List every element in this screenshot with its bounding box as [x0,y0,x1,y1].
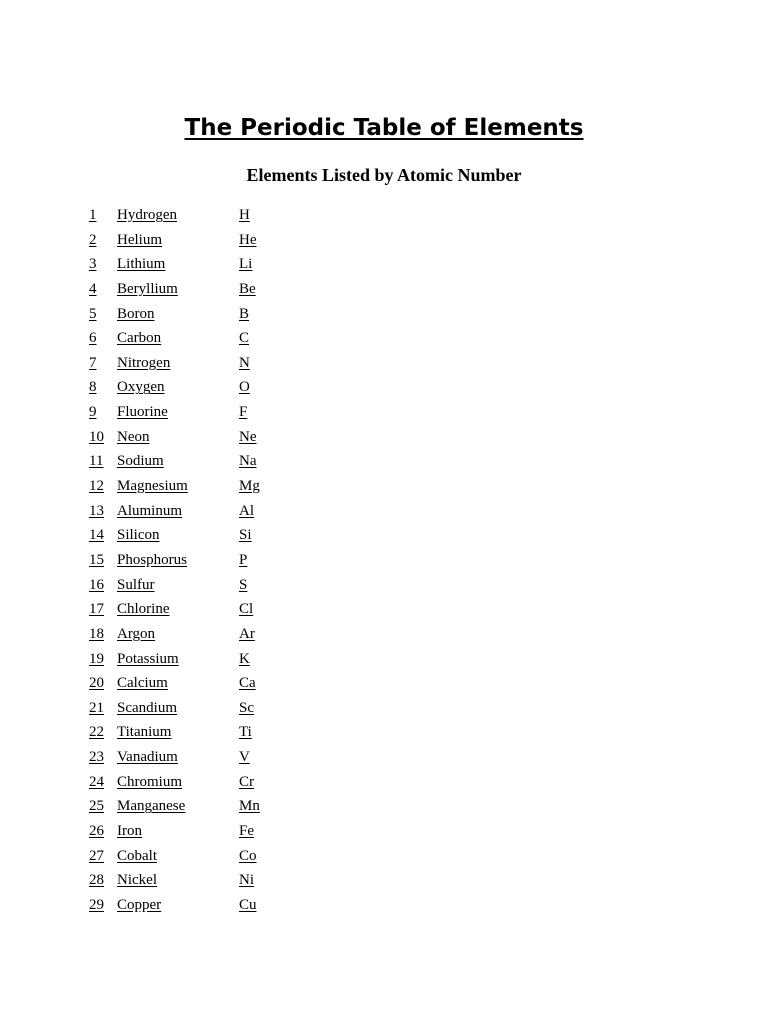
element-row [89,573,289,598]
element-name-link[interactable]: Sodium [117,453,164,470]
element-name-link[interactable]: Nitrogen [117,354,171,371]
element-row [89,868,289,893]
atomic-number-link[interactable]: 20 [89,675,104,692]
element-row [89,523,289,548]
element-symbol-link[interactable]: Mn [239,798,260,815]
element-symbol-link[interactable]: Ar [239,625,255,642]
element-name-link[interactable]: Neon [117,428,150,445]
atomic-number-link[interactable]: 23 [89,749,104,766]
element-symbol-link[interactable]: Si [239,527,252,544]
element-name-link[interactable]: Oxygen [117,379,165,396]
atomic-number-link[interactable]: 8 [89,379,97,396]
element-symbol-link[interactable]: Cl [239,601,254,618]
element-symbol-link[interactable]: Ni [239,872,254,889]
atomic-number-link[interactable]: 11 [89,453,104,470]
element-symbol-link[interactable]: Ne [239,428,257,445]
element-symbol-link[interactable]: P [239,551,248,568]
element-row [89,548,289,573]
element-symbol-link[interactable]: B [239,305,250,322]
element-symbol-link[interactable]: Mg [239,478,260,495]
element-name-link[interactable]: Helium [117,231,162,248]
element-row [89,400,289,425]
element-name-link[interactable]: Chromium [117,773,183,790]
element-name-link[interactable]: Silicon [117,527,160,544]
element-row [89,425,289,450]
atomic-number-link[interactable]: 29 [89,896,104,913]
page-title-text: The Periodic Table of Elements [184,115,584,141]
atomic-number-link[interactable]: 5 [89,305,97,322]
element-symbol-link[interactable]: K [239,650,250,667]
element-row [89,622,289,647]
element-name-link[interactable]: Lithium [117,256,166,273]
atomic-number-link[interactable]: 10 [89,428,104,445]
element-name-link[interactable]: Argon [117,625,156,642]
element-name-link[interactable]: Titanium [117,724,172,741]
atomic-number-link[interactable]: 14 [89,527,104,544]
atomic-number-link[interactable]: 6 [89,330,97,347]
element-name-link[interactable]: Scandium [117,699,177,716]
element-row [89,474,289,499]
atomic-number-link[interactable]: 9 [89,404,97,421]
atomic-number-link[interactable]: 16 [89,576,104,593]
element-name-link[interactable]: Nickel [117,872,157,889]
element-row [89,326,289,351]
element-row [89,499,289,524]
element-row [89,351,289,376]
element-symbol-link[interactable]: Cu [239,896,257,913]
atomic-number-link[interactable]: 27 [89,847,104,864]
atomic-number-link[interactable]: 2 [89,231,97,248]
element-name-link[interactable]: Hydrogen [117,207,177,223]
atomic-number-link[interactable]: 15 [89,551,104,568]
element-row [89,228,289,253]
element-row [89,203,289,228]
element-symbol-link[interactable]: Na [239,453,257,470]
element-name-link[interactable]: Fluorine [117,404,168,421]
element-row [89,770,289,795]
page-subtitle: Elements Listed by Atomic Number [246,165,522,185]
element-name-link[interactable]: Copper [117,896,162,913]
atomic-number-link[interactable]: 3 [89,256,97,273]
element-row [89,720,289,745]
element-name-link[interactable]: Potassium [117,650,179,667]
atomic-number-link[interactable]: 28 [89,872,104,889]
element-row [89,277,289,302]
atomic-number-link[interactable]: 18 [89,625,104,642]
element-row [89,819,289,844]
element-symbol-link[interactable]: F [239,404,248,421]
element-row [89,745,289,770]
atomic-number-link[interactable]: 22 [89,724,104,741]
element-symbol-link[interactable]: Ti [239,724,252,741]
element-symbol-link[interactable]: S [239,576,248,593]
element-name-link[interactable]: Vanadium [117,749,178,766]
atomic-number-link[interactable]: 13 [89,502,104,519]
element-row [89,893,289,918]
element-row [89,302,289,327]
element-row [89,696,289,721]
element-symbol-link[interactable]: Be [239,280,256,297]
element-name-link[interactable]: Aluminum [117,502,183,519]
element-row [89,597,289,622]
element-symbol-link[interactable]: Sc [239,699,254,716]
atomic-number-link[interactable]: 24 [89,773,104,790]
element-name-link[interactable]: Cobalt [117,847,157,864]
element-name-link[interactable]: Calcium [117,675,168,692]
element-list [89,203,289,918]
element-symbol-link[interactable]: H [239,207,250,223]
atomic-number-link[interactable]: 26 [89,823,104,840]
atomic-number-link[interactable]: 1 [89,207,97,223]
element-symbol-link[interactable]: He [239,231,257,248]
element-symbol-link[interactable]: Co [239,847,257,864]
element-name-link[interactable]: Phosphorus [117,551,188,568]
element-name-link[interactable]: Magnesium [117,478,188,495]
element-row [89,647,289,672]
element-symbol-link[interactable]: Fe [239,823,254,840]
element-symbol-link[interactable]: Al [239,502,254,519]
element-symbol-link[interactable]: V [239,749,250,766]
element-row [89,844,289,869]
element-symbol-link[interactable]: Ca [239,675,256,692]
atomic-number-link[interactable]: 4 [89,280,97,297]
element-name-link[interactable]: Iron [117,823,142,840]
element-name-link[interactable]: Carbon [117,330,162,347]
element-row [89,794,289,819]
element-name-link[interactable]: Boron [117,305,155,322]
element-name-link[interactable]: Beryllium [117,280,178,297]
element-row [89,671,289,696]
element-row [89,449,289,474]
atomic-number-link[interactable]: 25 [89,798,104,815]
element-name-link[interactable]: Sulfur [117,576,155,593]
element-symbol-link[interactable]: O [239,379,250,396]
atomic-number-link[interactable]: 17 [89,601,104,618]
element-symbol-link[interactable]: C [239,330,250,347]
atomic-number-link[interactable]: 21 [89,699,104,716]
element-row [89,375,289,400]
element-row [89,252,289,277]
element-symbol-link[interactable]: Cr [239,773,254,790]
element-symbol-link[interactable]: Li [239,256,253,273]
atomic-number-link[interactable]: 7 [89,354,97,371]
atomic-number-link[interactable]: 19 [89,650,104,667]
element-name-link[interactable]: Manganese [117,798,186,815]
atomic-number-link[interactable]: 12 [89,478,104,495]
element-symbol-link[interactable]: N [239,354,250,371]
page-title [0,113,768,143]
element-name-link[interactable]: Chlorine [117,601,170,618]
